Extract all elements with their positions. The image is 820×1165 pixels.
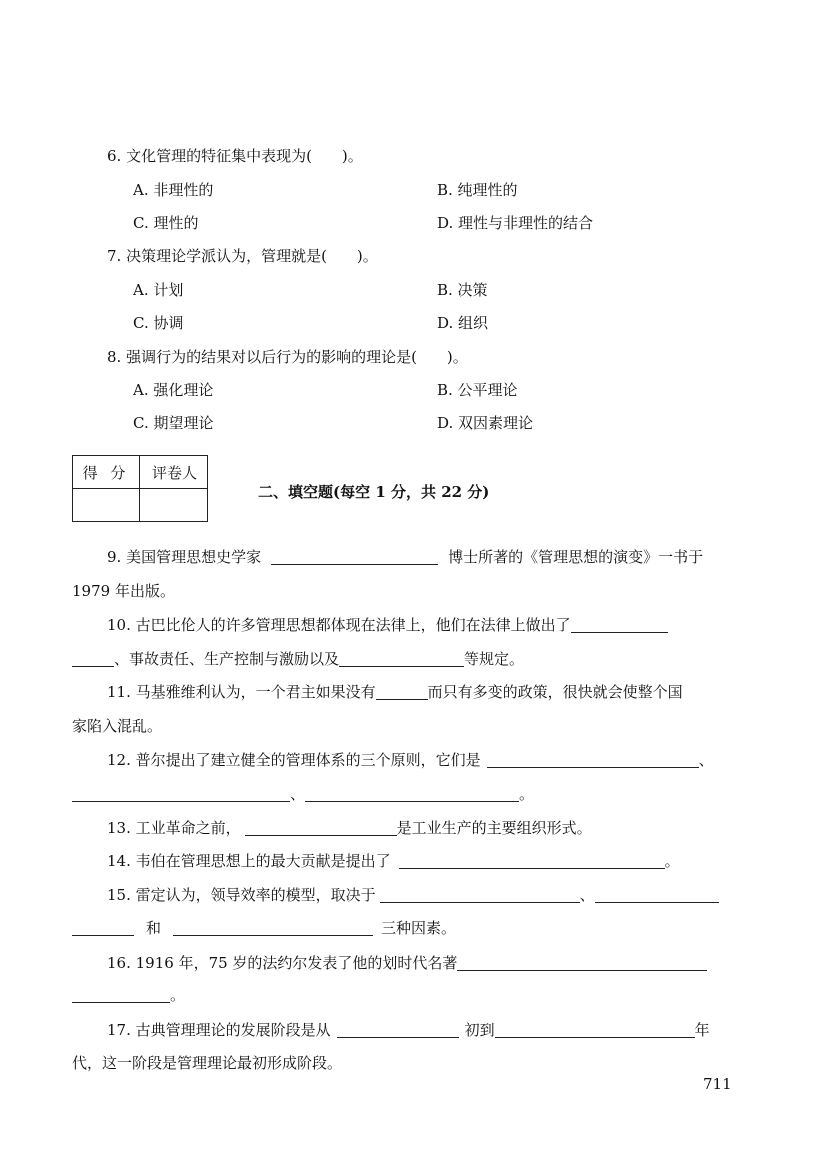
q17-line2: 代，这一阶段是管理理论最初形成阶段。 [72,1054,343,1072]
q13-blank-1[interactable] [245,820,397,836]
q12-line2 [72,784,534,804]
q10-text-a: 10. 古巴比伦人的许多管理思想都体现在法律上，他们在法律上做出了 [107,616,571,634]
q15-sep-1: 、 [579,886,595,904]
q12-blank-3[interactable] [305,786,519,802]
q17-text-b: 初到 [464,1021,495,1039]
q7-option-b: B. 决策 [437,281,488,299]
q12-blank-2[interactable] [72,786,290,802]
q10-blank-1[interactable] [571,617,668,633]
q15-line2 [72,918,456,938]
q11-text-a: 11. 马基雅维利认为，一个君主如果没有 [107,683,376,701]
q15-blank-3[interactable] [173,920,373,936]
q12-blank-1[interactable] [487,752,699,768]
q10-text-b: 、事故责任、生产控制与激励以及 [114,650,340,668]
q16-blank-1-cont[interactable] [72,987,170,1003]
q7-stem: 7. 决策理论学派认为，管理就是( )。 [107,247,378,265]
q16-end: 。 [170,986,186,1004]
q10-line1 [107,615,668,635]
section-title: 二、填空题(每空 1 分，共 22 分) [258,483,490,501]
q10-blank-1-cont[interactable] [72,651,114,667]
q11-line2: 家陷入混乱。 [72,717,163,735]
q11-blank-1[interactable] [376,684,428,700]
q16-text-a: 16. 1916 年，75 岁的法约尔发表了他的划时代名著 [107,954,458,972]
q7-option-a: A. 计划 [133,281,184,299]
q15-text-b: 和 [146,919,162,937]
q15-line1 [107,885,719,905]
q14-text-a: 14. 韦伯在管理思想上的最大贡献是提出了 [107,852,391,870]
q9-text-a: 9. 美国管理思想史学家 [107,548,262,566]
q7-option-c: C. 协调 [133,314,184,332]
q13-line1 [107,818,592,838]
q15-blank-2-cont[interactable] [72,920,134,936]
score-table [72,455,208,522]
q15-text-a: 15. 雷定认为，领导效率的模型，取决于 [107,886,376,904]
q17-blank-1[interactable] [337,1022,459,1038]
q17-text-a: 17. 古典管理理论的发展阶段是从 [107,1021,331,1039]
q6-option-c: C. 理性的 [133,214,199,232]
q17-line1 [107,1020,710,1040]
q16-line1 [107,953,707,973]
q12-sep-2: 、 [290,785,306,803]
q13-text-a: 13. 工业革命之前， [107,819,241,837]
q16-blank-1[interactable] [457,955,707,971]
q9-text-b: 博士所著的《管理思想的演变》一书于 [448,548,704,566]
q12-sep-1: 、 [698,751,714,769]
q9-line1 [107,547,703,567]
q13-text-b: 是工业生产的主要组织形式。 [396,819,592,837]
q9-blank-1[interactable] [271,549,438,565]
q8-option-c: C. 期望理论 [133,414,214,432]
q12-end: 。 [519,785,535,803]
q12-text-a: 12. 普尔提出了建立健全的管理体系的三个原则，它们是 [107,751,481,769]
q10-blank-2[interactable] [339,651,464,667]
q15-text-c: 三种因素。 [381,919,457,937]
q10-line2 [72,649,524,669]
q12-line1 [107,750,714,770]
q6-stem: 6. 文化管理的特征集中表现为( )。 [107,147,363,165]
q14-end: 。 [664,852,680,870]
q6-option-a: A. 非理性的 [133,181,214,199]
q17-text-c: 年 [694,1021,710,1039]
q10-text-c: 等规定。 [464,650,525,668]
q11-line1 [107,682,683,702]
q8-stem: 8. 强调行为的结果对以后行为的影响的理论是( )。 [107,348,468,366]
q11-text-b: 而只有多变的政策，很快就会使整个国 [427,683,683,701]
q14-blank-1[interactable] [399,853,665,869]
q6-option-b: B. 纯理性的 [437,181,518,199]
q7-option-d: D. 组织 [437,314,489,332]
score-header: 得 分 [82,464,130,482]
q16-line2 [72,985,185,1005]
q8-option-d: D. 双因素理论 [437,414,534,432]
q8-option-a: A. 强化理论 [133,381,214,399]
q15-blank-1[interactable] [380,887,580,903]
q17-blank-2[interactable] [495,1022,695,1038]
q9-line2: 1979 年出版。 [72,582,175,600]
q15-blank-2[interactable] [595,887,719,903]
q14-line1 [107,851,680,871]
q6-option-d: D. 理性与非理性的结合 [437,214,594,232]
grader-header: 评卷人 [151,464,197,482]
page-number: 711 [703,1075,732,1093]
q8-option-b: B. 公平理论 [437,381,518,399]
